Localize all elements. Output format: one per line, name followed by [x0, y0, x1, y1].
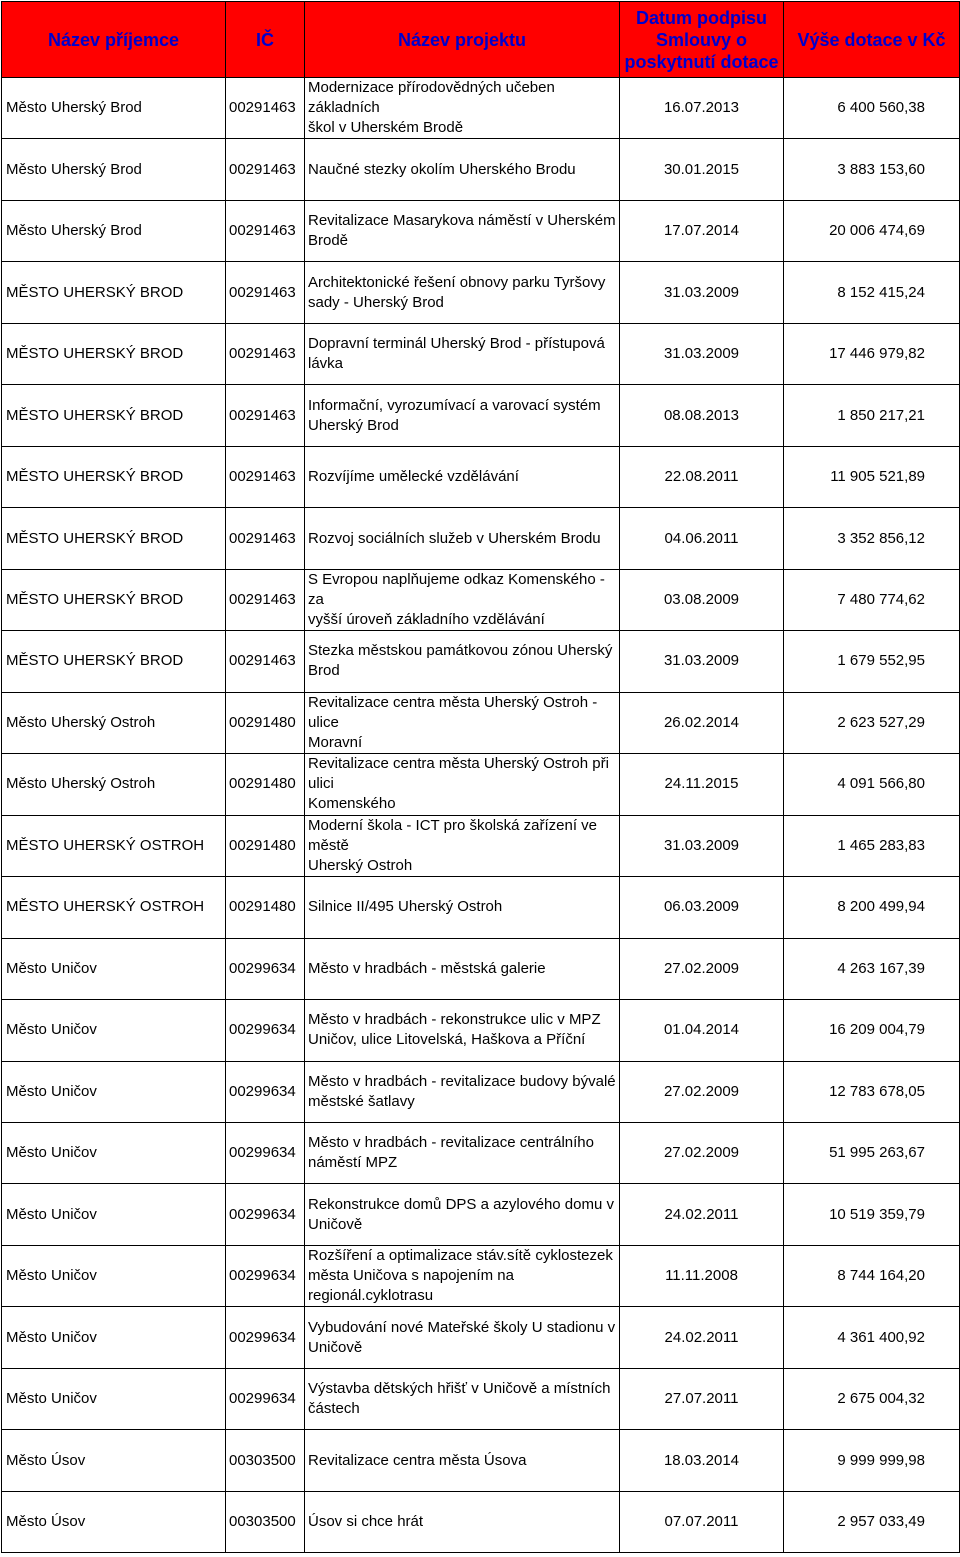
subsidy-table [1, 1, 960, 1553]
header-date: Datum podpisu Smlouvy o poskytnutí dotace [620, 2, 784, 78]
cell-amount: 3 883 153,60 [784, 139, 960, 200]
cell-recipient: Město Uničov [2, 1122, 226, 1183]
header-row [2, 2, 960, 78]
cell-recipient: Město Uherský Ostroh [2, 692, 226, 753]
cell-date: 11.11.2008 [620, 1245, 784, 1306]
table-row [2, 877, 960, 938]
cell-project: Stezka městskou památkovou zónou Uherský Brod [305, 631, 620, 692]
cell-amount: 10 519 359,79 [784, 1184, 960, 1245]
cell-ico: 00303500 [226, 1430, 305, 1491]
cell-recipient: Město Uherský Ostroh [2, 754, 226, 815]
cell-date: 07.07.2011 [620, 1491, 784, 1552]
cell-amount: 8 744 164,20 [784, 1245, 960, 1306]
header-ico: IČ [226, 2, 305, 78]
cell-amount: 11 905 521,89 [784, 446, 960, 507]
cell-ico: 00291463 [226, 446, 305, 507]
cell-project: Naučné stezky okolím Uherského Brodu [305, 139, 620, 200]
table-row [2, 1061, 960, 1122]
cell-ico: 00303500 [226, 1491, 305, 1552]
cell-project: Výstavba dětských hřišť v Uničově a místních částech [305, 1368, 620, 1429]
table-row [2, 569, 960, 630]
table-row [2, 692, 960, 753]
cell-date: 08.08.2013 [620, 385, 784, 446]
cell-amount: 8 200 499,94 [784, 877, 960, 938]
cell-amount: 17 446 979,82 [784, 323, 960, 384]
header-project: Název projektu [305, 2, 620, 78]
cell-recipient: MĚSTO UHERSKÝ BROD [2, 446, 226, 507]
cell-amount: 2 623 527,29 [784, 692, 960, 753]
cell-project: Rozvoj sociálních služeb v Uherském Brodu [305, 508, 620, 569]
cell-project: Revitalizace centra města Uherský Ostroh při ulici Komenského [305, 754, 620, 815]
cell-project: Dopravní terminál Uherský Brod - přístupová lávka [305, 323, 620, 384]
cell-recipient: MĚSTO UHERSKÝ OSTROH [2, 877, 226, 938]
table-row [2, 1430, 960, 1491]
table-row [2, 446, 960, 507]
cell-recipient: Město Uničov [2, 1368, 226, 1429]
cell-recipient: Město Uničov [2, 1000, 226, 1061]
cell-ico: 00299634 [226, 1061, 305, 1122]
table-row [2, 815, 960, 876]
table-row [2, 1000, 960, 1061]
cell-ico: 00299634 [226, 1307, 305, 1368]
cell-ico: 00291463 [226, 139, 305, 200]
cell-project: Město v hradbách - rekonstrukce ulic v MPZ Uničov, ulice Litovelská, Haškova a Příční [305, 1000, 620, 1061]
cell-amount: 2 957 033,49 [784, 1491, 960, 1552]
cell-recipient: Město Úsov [2, 1430, 226, 1491]
table-row [2, 631, 960, 692]
cell-project: Revitalizace Masarykova náměstí v Uherském Brodě [305, 200, 620, 261]
table-row [2, 1184, 960, 1245]
cell-project: Revitalizace centra města Úsova [305, 1430, 620, 1491]
cell-date: 01.04.2014 [620, 1000, 784, 1061]
cell-recipient: MĚSTO UHERSKÝ BROD [2, 262, 226, 323]
cell-amount: 6 400 560,38 [784, 78, 960, 139]
cell-date: 24.11.2015 [620, 754, 784, 815]
cell-ico: 00291480 [226, 815, 305, 876]
table-header [2, 2, 960, 78]
cell-recipient: Město Uničov [2, 938, 226, 999]
cell-recipient: Město Uničov [2, 1184, 226, 1245]
cell-date: 24.02.2011 [620, 1184, 784, 1245]
table-row [2, 1307, 960, 1368]
table-row [2, 262, 960, 323]
cell-recipient: MĚSTO UHERSKÝ OSTROH [2, 815, 226, 876]
cell-amount: 16 209 004,79 [784, 1000, 960, 1061]
cell-amount: 3 352 856,12 [784, 508, 960, 569]
cell-project: Rozvíjíme umělecké vzdělávání [305, 446, 620, 507]
cell-date: 27.02.2009 [620, 938, 784, 999]
cell-project: Modernizace přírodovědných učeben základních škol v Uherském Brodě [305, 78, 620, 139]
cell-ico: 00291480 [226, 877, 305, 938]
cell-amount: 20 006 474,69 [784, 200, 960, 261]
cell-ico: 00291463 [226, 323, 305, 384]
cell-ico: 00299634 [226, 1368, 305, 1429]
table-row [2, 78, 960, 139]
cell-recipient: Město Uničov [2, 1061, 226, 1122]
table-row [2, 938, 960, 999]
cell-recipient: MĚSTO UHERSKÝ BROD [2, 569, 226, 630]
table-row [2, 1122, 960, 1183]
cell-amount: 1 465 283,83 [784, 815, 960, 876]
cell-amount: 2 675 004,32 [784, 1368, 960, 1429]
table-row [2, 1245, 960, 1306]
cell-amount: 4 361 400,92 [784, 1307, 960, 1368]
cell-project: Silnice II/495 Uherský Ostroh [305, 877, 620, 938]
table-row [2, 385, 960, 446]
cell-ico: 00291463 [226, 78, 305, 139]
cell-recipient: MĚSTO UHERSKÝ BROD [2, 508, 226, 569]
cell-ico: 00299634 [226, 1184, 305, 1245]
cell-recipient: Město Uherský Brod [2, 139, 226, 200]
cell-amount: 7 480 774,62 [784, 569, 960, 630]
cell-project: Město v hradbách - revitalizace centrálního náměstí MPZ [305, 1122, 620, 1183]
cell-ico: 00299634 [226, 1245, 305, 1306]
cell-amount: 12 783 678,05 [784, 1061, 960, 1122]
subsidy-document [0, 1, 960, 1557]
cell-project: Rekonstrukce domů DPS a azylového domu v Uničově [305, 1184, 620, 1245]
cell-project: Úsov si chce hrát [305, 1491, 620, 1552]
cell-ico: 00291463 [226, 569, 305, 630]
cell-amount: 8 152 415,24 [784, 262, 960, 323]
cell-date: 26.02.2014 [620, 692, 784, 753]
cell-ico: 00291480 [226, 692, 305, 753]
cell-ico: 00291463 [226, 508, 305, 569]
cell-recipient: Město Uničov [2, 1307, 226, 1368]
cell-ico: 00299634 [226, 938, 305, 999]
cell-amount: 4 091 566,80 [784, 754, 960, 815]
table-row [2, 754, 960, 815]
cell-date: 27.07.2011 [620, 1368, 784, 1429]
cell-project: Město v hradbách - revitalizace budovy bývalé městské šatlavy [305, 1061, 620, 1122]
table-row [2, 508, 960, 569]
header-recipient: Název příjemce [2, 2, 226, 78]
cell-project: Architektonické řešení obnovy parku Tyršovy sady - Uherský Brod [305, 262, 620, 323]
cell-project: Informační, vyrozumívací a varovací systém Uherský Brod [305, 385, 620, 446]
cell-recipient: MĚSTO UHERSKÝ BROD [2, 631, 226, 692]
cell-project: Rozšíření a optimalizace stáv.sítě cyklostezek města Uničova s napojením na regionál.cyklotrasu [305, 1245, 620, 1306]
cell-project: Vybudování nové Mateřské školy U stadionu v Uničově [305, 1307, 620, 1368]
cell-amount: 4 263 167,39 [784, 938, 960, 999]
cell-date: 03.08.2009 [620, 569, 784, 630]
cell-date: 22.08.2011 [620, 446, 784, 507]
cell-recipient: Město Uherský Brod [2, 200, 226, 261]
cell-recipient: MĚSTO UHERSKÝ BROD [2, 385, 226, 446]
cell-recipient: MĚSTO UHERSKÝ BROD [2, 323, 226, 384]
cell-recipient: Město Uničov [2, 1245, 226, 1306]
cell-date: 30.01.2015 [620, 139, 784, 200]
cell-date: 27.02.2009 [620, 1061, 784, 1122]
cell-date: 16.07.2013 [620, 78, 784, 139]
table-row [2, 323, 960, 384]
cell-amount: 1 679 552,95 [784, 631, 960, 692]
cell-ico: 00291480 [226, 754, 305, 815]
cell-project: Město v hradbách - městská galerie [305, 938, 620, 999]
cell-date: 04.06.2011 [620, 508, 784, 569]
cell-recipient: Město Uherský Brod [2, 78, 226, 139]
cell-project: S Evropou naplňujeme odkaz Komenského - za vyšší úroveň základního vzdělávání [305, 569, 620, 630]
cell-ico: 00299634 [226, 1000, 305, 1061]
cell-date: 17.07.2014 [620, 200, 784, 261]
cell-project: Revitalizace centra města Uherský Ostroh - ulice Moravní [305, 692, 620, 753]
table-row [2, 1491, 960, 1552]
cell-amount: 51 995 263,67 [784, 1122, 960, 1183]
cell-date: 24.02.2011 [620, 1307, 784, 1368]
cell-ico: 00291463 [226, 200, 305, 261]
cell-date: 18.03.2014 [620, 1430, 784, 1491]
cell-project: Moderní škola - ICT pro školská zařízení ve městě Uherský Ostroh [305, 815, 620, 876]
table-row [2, 200, 960, 261]
cell-date: 31.03.2009 [620, 631, 784, 692]
cell-date: 06.03.2009 [620, 877, 784, 938]
table-body [2, 78, 960, 1553]
cell-amount: 1 850 217,21 [784, 385, 960, 446]
cell-ico: 00291463 [226, 385, 305, 446]
header-amount: Výše dotace v Kč [784, 2, 960, 78]
table-row [2, 139, 960, 200]
cell-ico: 00291463 [226, 631, 305, 692]
cell-date: 27.02.2009 [620, 1122, 784, 1183]
cell-ico: 00299634 [226, 1122, 305, 1183]
table-row [2, 1368, 960, 1429]
cell-recipient: Město Úsov [2, 1491, 226, 1552]
cell-date: 31.03.2009 [620, 323, 784, 384]
cell-amount: 9 999 999,98 [784, 1430, 960, 1491]
cell-date: 31.03.2009 [620, 815, 784, 876]
cell-date: 31.03.2009 [620, 262, 784, 323]
cell-ico: 00291463 [226, 262, 305, 323]
